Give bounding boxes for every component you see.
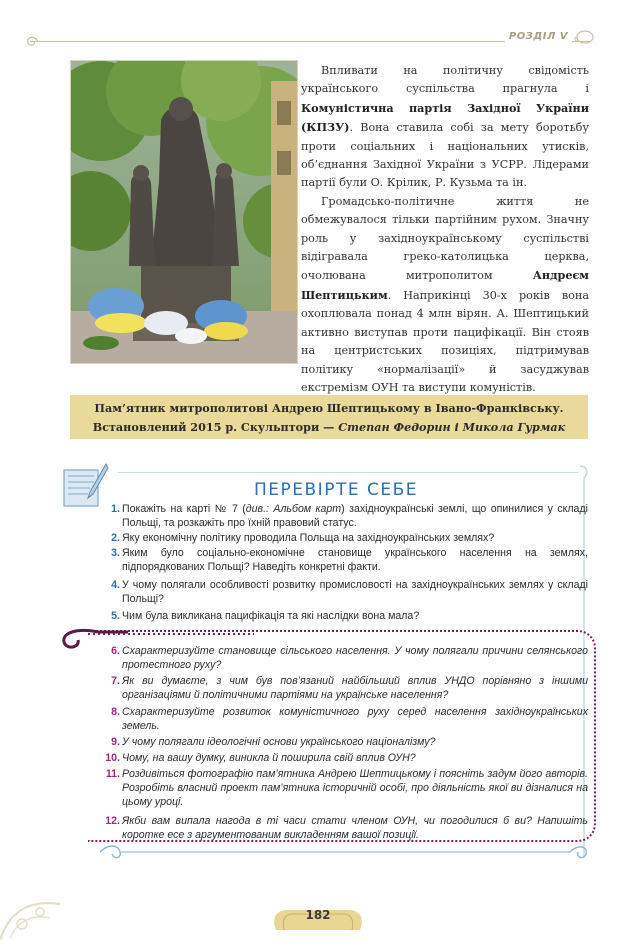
floral-corner-ornament-icon <box>0 890 80 940</box>
paragraph-church <box>301 193 589 397</box>
text-run: . Вона ставила собі за мету боротьбу проти соціальних і національних утисків, об’єднання Західної України з УСРР. Лідерами партії були О. Крілик, Р. Кузьма та ін. <box>301 121 589 190</box>
section-label: РОЗДІЛ V <box>505 31 572 42</box>
question-number: 9. <box>111 736 120 748</box>
question-item <box>100 814 588 842</box>
question-text: Схарактеризуйте розвиток комуністичного руху серед населення західноукраїнських земель. <box>122 706 588 733</box>
question-number: 8. <box>111 706 120 718</box>
question-number: 5. <box>111 610 120 622</box>
question-number: 2. <box>111 532 120 544</box>
question-text: Яку економічну політику проводила Польща на західноукраїнських землях? <box>122 532 495 544</box>
question-text: Як ви думаєте, з чим був пов’язаний найбільший вплив УНДО порівняно з іншими організаціями й політичними партіями на українське населення? <box>122 675 588 702</box>
caption-line-1: Пам’ятник митрополитові Андрею Шептицькому в Івано-Франківську. <box>94 401 564 415</box>
question-item <box>100 751 588 765</box>
question-text: Схарактеризуйте становище сільського населення. У чому полягали причини селянського протестного руху? <box>122 645 588 672</box>
term-kpzu: Комуністична партія Західної України (КПЗУ) <box>301 100 589 135</box>
caption-sculptors: Степан Федорин і Микола Гурмак <box>338 420 566 434</box>
caption-text: Встановлений 2015 р. Скульптори — <box>92 420 339 434</box>
text-run: Громадсько-політичне життя не обмежувалося тільки партійним рухом. Значну роль у західноукраїнському суспільстві відігравала греко-католицька церква, очолювана митрополитом <box>301 194 589 283</box>
question-item <box>100 767 588 810</box>
paragraph-kpzu <box>301 62 589 193</box>
question-text: Чим була викликана пацифікація та які наслідки вона мала? <box>122 610 420 622</box>
text-run: . Наприкінці 30-х років вона охоплювала понад 4 млн вірян. А. Шептицький активно виступав проти пацифікації. Він стояв на центристських позиціях, підтримував політику «нормалізації» й засуджував екстремізм ОУН та виступи комуністів. <box>301 288 589 394</box>
frame-top-rule <box>118 472 578 473</box>
question-item <box>100 546 588 574</box>
question-text: Роздивіться фотографію пам’ятника Андрею Шептицькому і поясніть задум його авторів. Розробіть власний проект пам’ятника історичній особі, про діяльність якої ви дізналися на цьому уроці. <box>122 768 588 809</box>
text-run: Впливати на політичну свідомість українського суспільства прагнула і <box>301 64 589 96</box>
question-text: Яким було соціально-економічне становище українського населення на землях, підпорядкованих Польщі? Наведіть конкретні факти. <box>122 547 588 574</box>
photo-caption <box>70 395 588 439</box>
question-number: 3. <box>111 547 120 559</box>
question-item <box>100 644 588 672</box>
page-number: 182 <box>305 908 331 922</box>
question-item <box>100 674 588 702</box>
question-number: 4. <box>111 579 120 591</box>
caption-line-2 <box>70 418 588 437</box>
question-text: Чому, на вашу думку, виникла й поширила свій вплив ОУН? <box>122 752 416 764</box>
question-number: 10. <box>105 752 120 764</box>
body-text <box>301 62 589 397</box>
frame-bottom-ornament <box>100 840 590 864</box>
question-text: Якби вам випала нагода в ті часи стати членом ОУН, чи погодилися б ви? Напишіть коротке есе з аргументованим викладенням вашої позиції. <box>122 815 588 842</box>
question-item <box>100 735 588 749</box>
question-number: 12. <box>105 815 120 827</box>
question-item <box>100 531 588 545</box>
question-item <box>100 502 588 530</box>
ring-ornament-icon <box>574 28 596 46</box>
question-text <box>122 502 588 530</box>
question-number: 1. <box>111 503 120 515</box>
question-number: 6. <box>111 645 120 657</box>
question-number: 7. <box>111 675 120 687</box>
monument-photo <box>70 60 298 364</box>
review-title: ПЕРЕВІРТЕ СЕБЕ <box>254 480 418 500</box>
curl-ornament-icon <box>24 33 40 49</box>
question-item <box>100 578 588 606</box>
text-run: ) західноукраїнські землі, що опинилися у складі Польщі, та розкажіть про їхній правовий статус. <box>122 503 588 530</box>
text-run: Покажіть на карті № 7 ( <box>122 503 246 515</box>
question-item <box>100 705 588 733</box>
question-text: У чому полягали ідеологічні основи українського націоналізму? <box>122 736 436 748</box>
question-number: 11. <box>105 768 120 780</box>
question-text: У чому полягали особливості розвитку промисловості на західноукраїнських землях у складі Польщі? <box>122 579 588 606</box>
term-sheptytsky: Андреєм Шептицьким <box>301 268 589 302</box>
text-run-italic: див.: Альбом карт <box>245 503 342 515</box>
